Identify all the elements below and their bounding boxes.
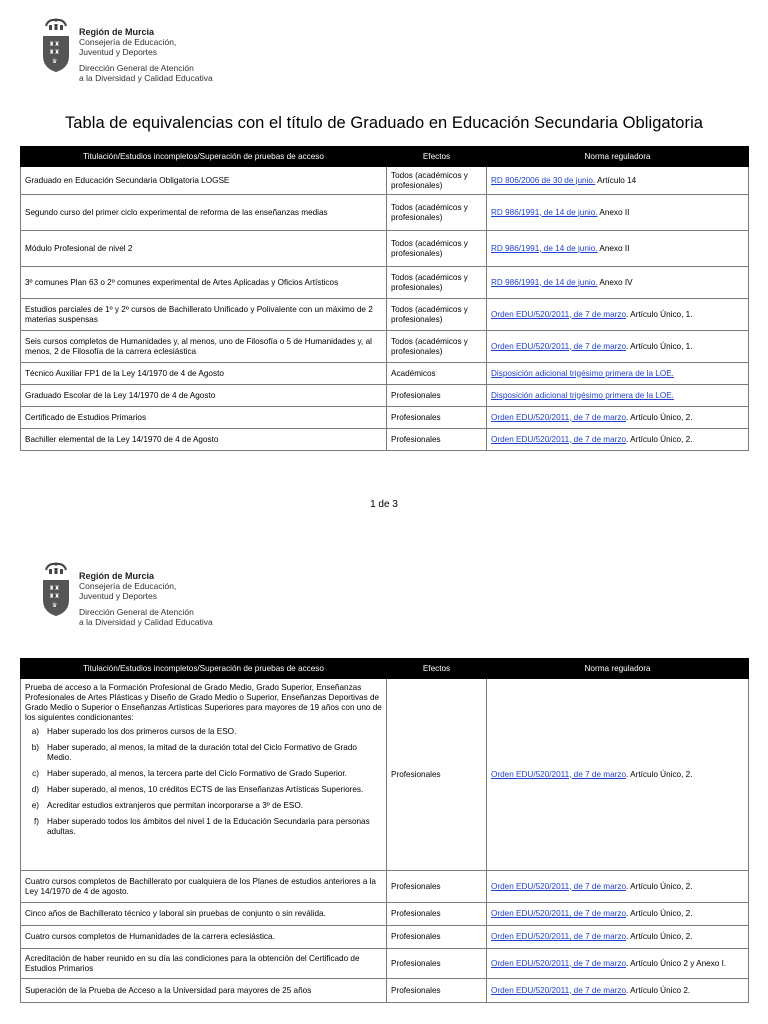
table-row xyxy=(21,871,749,903)
norma-link[interactable]: Disposición adicional trigésimo primera de la LOE. xyxy=(491,390,674,400)
titulo-cell: Cinco años de Bachillerato técnico y laboral sin pruebas de conjunto o sin reválida. xyxy=(21,903,387,926)
titulo-cell: Certificado de Estudios Primarios xyxy=(21,407,387,429)
norma-detail: Anexo IV xyxy=(597,277,633,287)
table-row xyxy=(21,167,749,195)
efectos-cell: Todos (académicos y profesionales) xyxy=(387,195,487,231)
svg-text:♛: ♛ xyxy=(52,602,58,609)
norma-link[interactable]: Orden EDU/520/2011, de 7 de marzo xyxy=(491,985,627,995)
table-row xyxy=(21,407,749,429)
page1-header xyxy=(40,16,213,83)
page-number: 1 de 3 xyxy=(370,499,398,510)
efectos-cell: Profesionales xyxy=(387,926,487,949)
consejeria-line-1: Consejería de Educación, xyxy=(79,581,177,591)
efectos-cell: Profesionales xyxy=(387,679,487,871)
efectos-cell: Académicos xyxy=(387,363,487,385)
norma-cell xyxy=(487,267,749,299)
table-row xyxy=(21,903,749,926)
header-efectos: Efectos xyxy=(387,147,487,167)
norma-detail: . Artículo Único, 2. xyxy=(626,881,693,891)
norma-link[interactable]: Orden EDU/520/2011, de 7 de marzo xyxy=(491,412,627,422)
norma-cell xyxy=(487,167,749,195)
table-row xyxy=(21,231,749,267)
norma-link[interactable]: Orden EDU/520/2011, de 7 de marzo xyxy=(491,309,627,319)
efectos-cell: Profesionales xyxy=(387,407,487,429)
table-header-row xyxy=(21,659,749,679)
titulo-cell: 3º comunes Plan 63 o 2º comunes experimental de Artes Aplicadas y Oficios Artísticos xyxy=(21,267,387,299)
norma-detail: . Artículo Único, 2. xyxy=(626,412,693,422)
titulo-cell xyxy=(21,679,387,871)
table-row xyxy=(21,299,749,331)
prueba-acceso-intro: Prueba de acceso a la Formación Profesional de Grado Medio, Grado Superior, Enseñanzas Profesionales de Artes Plásticas y Diseño de Grado Medio o Superior, Enseñanzas Deportivas de Grado Medio o Superior o Enseñanzas Artísticas Superiores para mayores de 19 años con uno de los siguientes condicionantes: xyxy=(25,683,382,722)
condition-label: c) xyxy=(32,769,39,778)
table-row xyxy=(21,429,749,451)
norma-cell xyxy=(487,363,749,385)
header-titulacion: Titulación/Estudios incompletos/Superación de pruebas de acceso xyxy=(21,659,387,679)
document-title: Tabla de equivalencias con el título de Graduado en Educación Secundaria Obligatoria xyxy=(64,114,704,132)
page2-header xyxy=(40,560,213,627)
norma-detail: Anexo II xyxy=(597,207,630,217)
efectos-cell: Todos (académicos y profesionales) xyxy=(387,267,487,299)
norma-cell xyxy=(487,871,749,903)
conditions-list xyxy=(25,727,382,837)
norma-cell xyxy=(487,385,749,407)
titulo-cell: Cuatro cursos completos de Bachillerato por cualquiera de los Planes de estudios anteriores a la Ley 14/1970 de 4 de agosto. xyxy=(21,871,387,903)
norma-detail: . Artículo Único, 2. xyxy=(626,932,693,941)
list-item xyxy=(25,769,382,779)
list-item xyxy=(25,801,382,811)
norma-cell xyxy=(487,926,749,949)
norma-cell xyxy=(487,299,749,331)
svg-text:♜♜: ♜♜ xyxy=(49,41,60,48)
norma-detail: . Artículo Único, 2. xyxy=(626,769,693,779)
norma-detail: . Artículo Único 2. xyxy=(626,985,691,995)
table-header-row xyxy=(21,147,749,167)
norma-link[interactable]: Orden EDU/520/2011, de 7 de marzo xyxy=(491,932,627,941)
list-item xyxy=(25,817,382,837)
condition-label: e) xyxy=(31,801,39,810)
table-row xyxy=(21,363,749,385)
efectos-cell: Todos (académicos y profesionales) xyxy=(387,167,487,195)
titulo-cell: Módulo Profesional de nivel 2 xyxy=(21,231,387,267)
direccion-line-2: a la Diversidad y Calidad Educativa xyxy=(79,617,213,627)
condition-label: f) xyxy=(33,817,39,826)
norma-detail: . Artículo Único, 2. xyxy=(626,434,693,444)
efectos-cell: Profesionales xyxy=(387,871,487,903)
norma-detail: . Artículo Único, 1. xyxy=(626,341,693,351)
titulo-cell: Bachiller elemental de la Ley 14/1970 de 4 de Agosto xyxy=(21,429,387,451)
equivalence-table-page-1 xyxy=(20,146,749,451)
titulo-cell: Cuatro cursos completos de Humanidades de la carrera eclesiástica. xyxy=(21,926,387,949)
norma-detail: . Artículo Único 2 y Anexo I. xyxy=(626,958,727,968)
region-name: Región de Murcia xyxy=(79,571,155,581)
efectos-cell: Profesionales xyxy=(387,903,487,926)
header-efectos: Efectos xyxy=(387,659,487,679)
efectos-cell: Profesionales xyxy=(387,429,487,451)
titulo-cell: Graduado en Educación Secundaria Obligatoria LOGSE xyxy=(21,167,387,195)
norma-cell xyxy=(487,429,749,451)
region-name: Región de Murcia xyxy=(79,27,155,37)
titulo-cell: Estudios parciales de 1º y 2º cursos de Bachillerato Unificado y Polivalente con un máximo de 2 materias suspensas xyxy=(21,299,387,331)
efectos-cell: Profesionales xyxy=(387,385,487,407)
consejeria-line-1: Consejería de Educación, xyxy=(79,37,177,47)
efectos-cell: Todos (académicos y profesionales) xyxy=(387,231,487,267)
header-titulacion: Titulación/Estudios incompletos/Superación de pruebas de acceso xyxy=(21,147,387,167)
norma-link[interactable]: Orden EDU/520/2011, de 7 de marzo xyxy=(491,341,627,351)
norma-link[interactable]: Disposición adicional trigésimo primera de la LOE. xyxy=(491,368,674,378)
condition-label: a) xyxy=(31,727,39,736)
direccion-line-1: Dirección General de Atención xyxy=(79,63,194,73)
svg-text:♜♜: ♜♜ xyxy=(49,593,60,600)
norma-cell xyxy=(487,979,749,1003)
list-item xyxy=(25,727,382,737)
header-norma: Norma reguladora xyxy=(487,659,749,679)
norma-link[interactable]: RD 986/1991, de 14 de junio. xyxy=(491,277,598,287)
organization-block xyxy=(79,16,213,83)
efectos-cell: Profesionales xyxy=(387,979,487,1003)
norma-cell xyxy=(487,407,749,429)
norma-link[interactable]: RD 986/1991, de 14 de junio. xyxy=(491,207,598,217)
consejeria-line-2: Juventud y Deportes xyxy=(79,47,157,57)
condition-text: Haber superado, al menos, 10 créditos ECTS de las Enseñanzas Artísticas Superiores. xyxy=(47,785,364,794)
norma-link[interactable]: Orden EDU/520/2011, de 7 de marzo xyxy=(491,958,627,968)
condition-label: b) xyxy=(31,743,39,752)
direccion-line-2: a la Diversidad y Calidad Educativa xyxy=(79,73,213,83)
table-row xyxy=(21,267,749,299)
direccion-line-1: Dirección General de Atención xyxy=(79,607,194,617)
svg-text:♜♜: ♜♜ xyxy=(49,585,60,592)
region-crest-icon xyxy=(40,560,72,618)
titulo-cell: Acreditación de haber reunido en su día las condiciones para la obtención del Certificado de Estudios Primarios xyxy=(21,949,387,979)
table-row xyxy=(21,926,749,949)
equivalence-table-page-2 xyxy=(20,658,749,1003)
norma-detail: Anexo II xyxy=(597,243,630,253)
consejeria-line-2: Juventud y Deportes xyxy=(79,591,157,601)
list-item xyxy=(25,743,382,763)
norma-link[interactable]: Orden EDU/520/2011, de 7 de marzo xyxy=(491,881,627,891)
norma-cell xyxy=(487,231,749,267)
norma-link[interactable]: Orden EDU/520/2011, de 7 de marzo xyxy=(491,434,627,444)
condition-text: Haber superado los dos primeros cursos de la ESO. xyxy=(47,727,237,736)
table-row xyxy=(21,679,749,871)
condition-text: Haber superado, al menos, la mitad de la duración total del Ciclo Formativo de Grado Medio. xyxy=(47,743,357,762)
table-row xyxy=(21,195,749,231)
titulo-cell: Superación de la Prueba de Acceso a la Universidad para mayores de 25 años xyxy=(21,979,387,1003)
norma-link[interactable]: RD 986/1991, de 14 de junio. xyxy=(491,243,598,253)
norma-cell xyxy=(487,195,749,231)
norma-detail: . Artículo Único, 1. xyxy=(626,309,693,319)
header-norma: Norma reguladora xyxy=(487,147,749,167)
table-row xyxy=(21,949,749,979)
table-row xyxy=(21,385,749,407)
efectos-cell: Profesionales xyxy=(387,949,487,979)
condition-text: Haber superado todos los ámbitos del nivel 1 de la Educación Secundaria para personas adultas. xyxy=(47,817,370,836)
norma-cell xyxy=(487,679,749,871)
list-item xyxy=(25,785,382,795)
norma-cell xyxy=(487,903,749,926)
titulo-cell: Graduado Escolar de la Ley 14/1970 de 4 de Agosto xyxy=(21,385,387,407)
table-row xyxy=(21,979,749,1003)
condition-text: Haber superado, al menos, la tercera parte del Ciclo Formativo de Grado Superior. xyxy=(47,769,347,778)
svg-text:♛: ♛ xyxy=(52,58,58,65)
efectos-cell: Todos (académicos y profesionales) xyxy=(387,299,487,331)
norma-link[interactable]: Orden EDU/520/2011, de 7 de marzo xyxy=(491,909,627,918)
region-crest-icon xyxy=(40,16,72,74)
titulo-cell: Técnico Auxiliar FP1 de la Ley 14/1970 de 4 de Agosto xyxy=(21,363,387,385)
norma-detail: Artículo 14 xyxy=(595,175,637,185)
efectos-cell: Todos (académicos y profesionales) xyxy=(387,331,487,363)
table-row xyxy=(21,331,749,363)
norma-cell xyxy=(487,331,749,363)
organization-block xyxy=(79,560,213,627)
condition-text: Acreditar estudios extranjeros que permitan incorporarse a 3º de ESO. xyxy=(47,801,304,810)
svg-text:♜♜: ♜♜ xyxy=(49,49,60,56)
condition-label: d) xyxy=(31,785,39,794)
norma-detail: . Artículo Único, 2. xyxy=(626,909,693,918)
norma-cell xyxy=(487,949,749,979)
titulo-cell: Seis cursos completos de Humanidades y, al menos, uno de Filosofía o 5 de Humanidades y, al menos, 2 de Filosofía de la carrera eclesiástica xyxy=(21,331,387,363)
norma-link[interactable]: RD 806/2006 de 30 de junio. xyxy=(491,175,596,185)
titulo-cell: Segundo curso del primer ciclo experimental de reforma de las enseñanzas medias xyxy=(21,195,387,231)
norma-link[interactable]: Orden EDU/520/2011, de 7 de marzo xyxy=(491,769,627,779)
